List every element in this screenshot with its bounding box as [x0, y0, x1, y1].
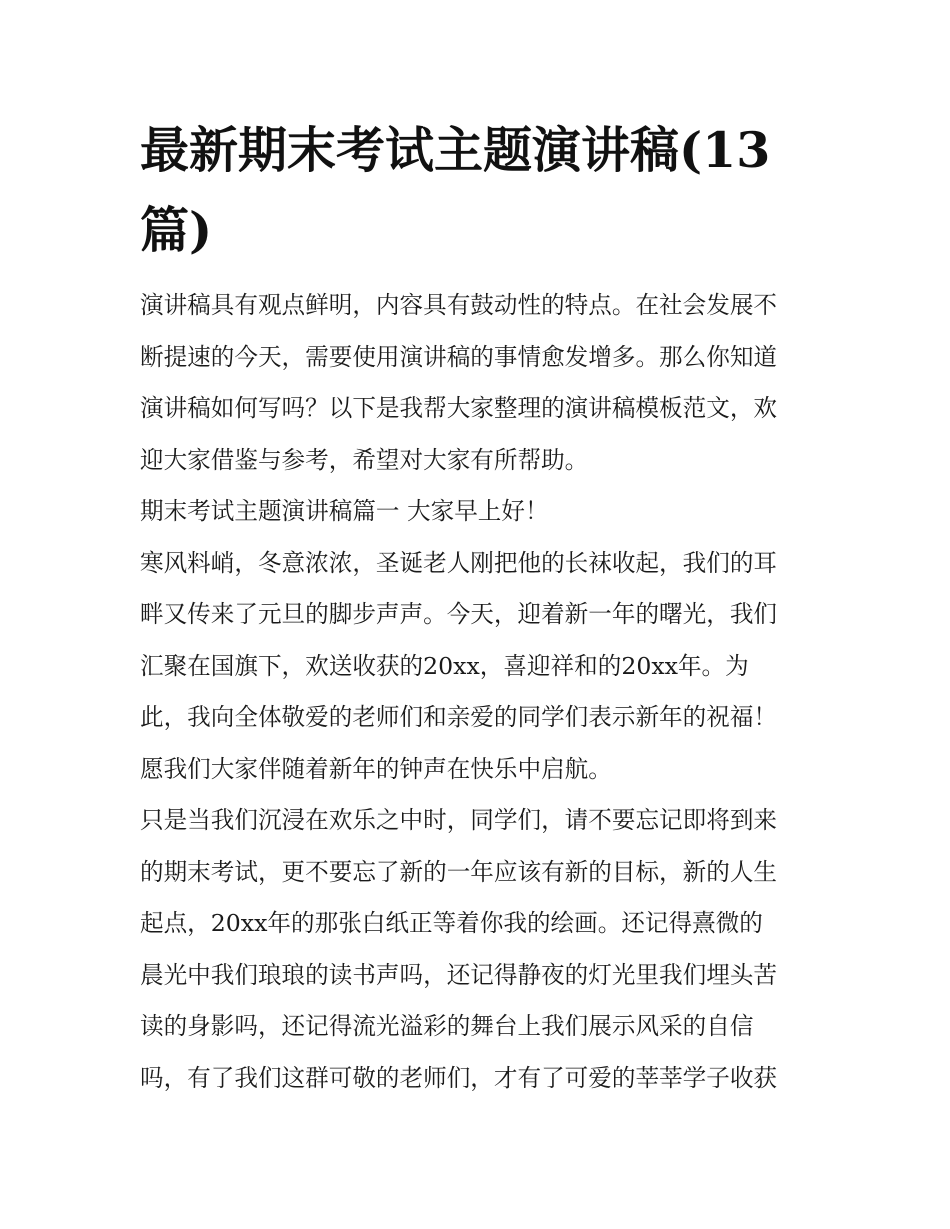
text-line: 演讲稿具有观点鲜明，内容具有鼓动性的特点。在社会发展不 — [140, 291, 778, 319]
text-line: 断提速的今天，需要使用演讲稿的事情愈发增多。那么你知道 — [140, 342, 778, 371]
text-line: 演讲稿如何写吗？以下是我帮大家整理的演讲稿模板范文，欢 — [140, 394, 778, 422]
text-line: 愿我们大家伴随着新年的钟声在快乐中启航。 — [140, 754, 612, 783]
text-line: 起点，20xx年的那张白纸正等着你我的绘画。还记得熹微的 — [140, 909, 763, 937]
text-line: 此，我向全体敬爱的老师们和亲爱的同学们表示新年的祝福！ — [140, 703, 778, 731]
text-line: 畔又传来了元旦的脚步声声。今天，迎着新一年的曙光，我们 — [140, 600, 778, 628]
text-line: 吗，有了我们这群可敬的老师们，才有了可爱的莘莘学子收获 — [140, 1063, 778, 1092]
text-line: 汇聚在国旗下，欢送收获的20xx，喜迎祥和的20xx年。为 — [140, 651, 749, 680]
title-line-1: 最新期末考试主题演讲稿(13 — [140, 121, 771, 179]
section-heading: 期末考试主题演讲稿篇一 大家早上好！ — [140, 497, 549, 525]
text-line: 只是当我们沉浸在欢乐之中时，同学们，请不要忘记即将到来 — [140, 806, 778, 834]
text-line: 读的身影吗，还记得流光溢彩的舞台上我们展示风采的自信 — [140, 1012, 754, 1040]
text-line: 迎大家借鉴与参考，希望对大家有所帮助。 — [140, 445, 589, 474]
text-line: 晨光中我们琅琅的读书声吗，还记得静夜的灯光里我们埋头苦 — [140, 960, 778, 989]
text-line: 寒风料峭，冬意浓浓，圣诞老人刚把他的长袜收起，我们的耳 — [140, 548, 778, 577]
title-line-2: 篇) — [140, 201, 213, 259]
document-body — [140, 280, 830, 1104]
document-title — [140, 110, 820, 270]
text-line: 的期末考试，更不要忘了新的一年应该有新的目标，新的人生 — [140, 857, 778, 886]
